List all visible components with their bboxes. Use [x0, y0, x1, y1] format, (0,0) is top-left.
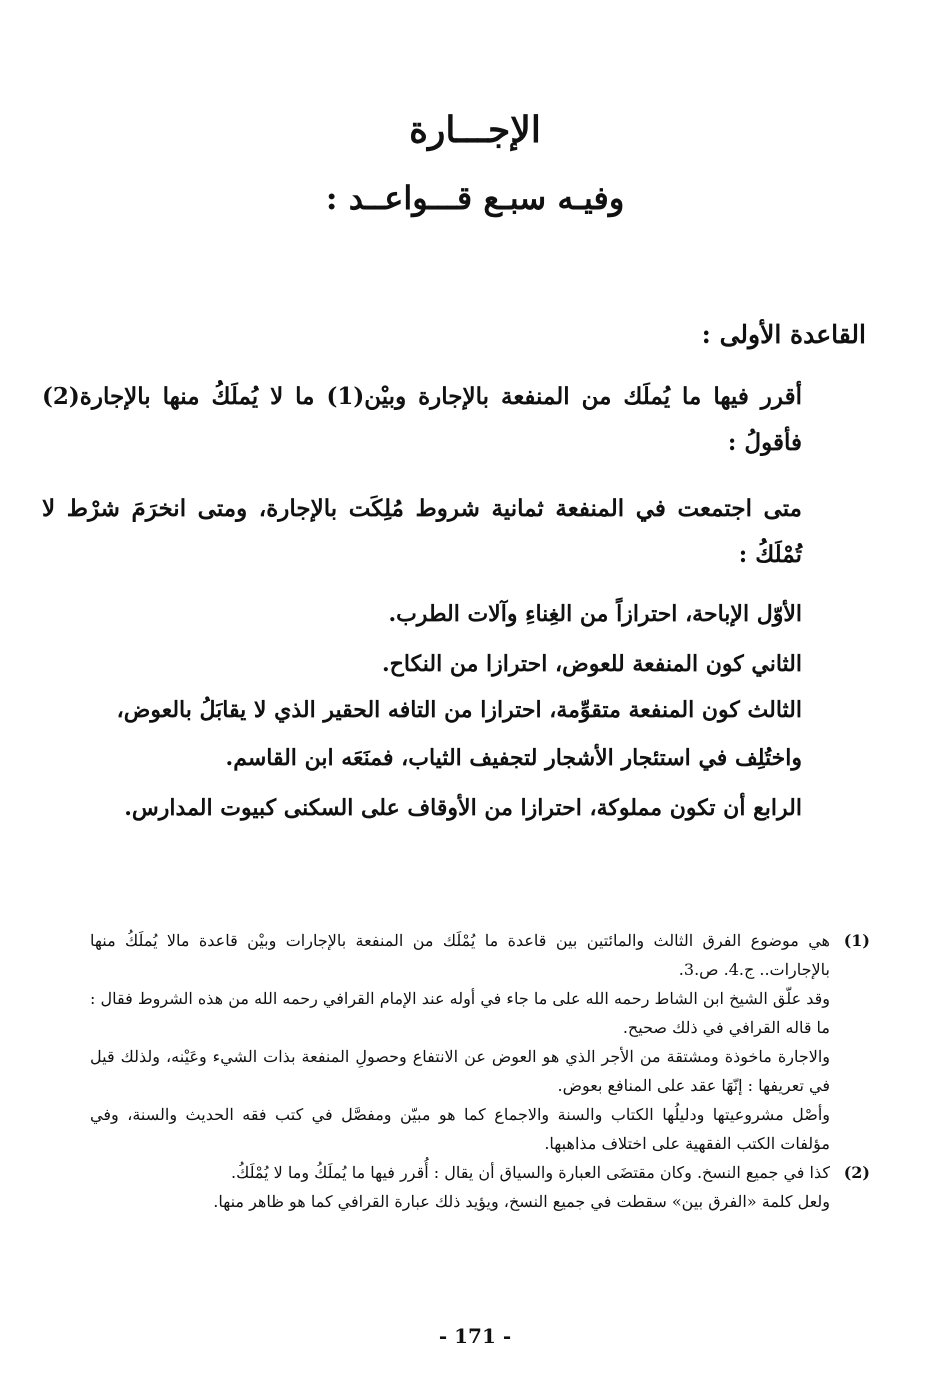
- footnote-2: [90, 1158, 870, 1216]
- condition-2: الثاني كون المنفعة للعوض، احترازا من النكاح.: [382, 651, 802, 677]
- statement-paragraph: متى اجتمعت في المنفعة ثمانية شروط مُلِكَت بالإجارة، ومتى انخرَمَ شرْط لا تُمْلَكُ :: [42, 495, 802, 568]
- footnote-line: وأصْل مشروعيتها ودليلُها الكتاب والسنة والاجماع كما هو مبيّن ومفصَّل في كتب فقه الحديث والسنة، وفي مؤلفات الكتب الفقهية على اختلاف مذاهبها.: [90, 1105, 830, 1153]
- footnote-line: وقد علّق الشيخ ابن الشاط رحمه الله على ما جاء في أوله عند الإمام القرافي رحمه الله من هذه الشروط فقال : ما قاله القرافي في ذلك صحيح.: [90, 989, 830, 1037]
- intro-paragraph: أقرر فيها ما يُملَك من المنفعة بالإجارة وبيْن(1) ما لا يُملَكُ منها بالإجارة(2) فأقولُ :: [42, 383, 802, 456]
- condition-1: الأوّل الإباحة، احترازاً من الغِناءِ وآلات الطرب.: [388, 601, 802, 627]
- footnote-1: [90, 926, 870, 1158]
- condition-3: الثالث كون المنفعة متقوِّمة، احترازا من التافه الحقير الذي لا يقابَلُ بالعوض، واختُلِف في استئجار الأشجار لتجفيف الثياب، فمنَعَه ابن القاسم.: [116, 697, 802, 771]
- footnote-number: (2): [843, 1163, 870, 1182]
- footnotes: [90, 926, 870, 1216]
- footnote-number: (1): [843, 931, 870, 950]
- footnote-body: [90, 1158, 830, 1216]
- footnote-line: والاجارة ماخوذة ومشتقة من الأجر الذي هو العوض عن الانتفاع وحصولِ المنفعة بذات الشيء وعَيْنه، ولذلك قيل في تعريفها : إنّهَا عقد على المنافع بعوض.: [90, 1047, 830, 1095]
- chapter-subtitle: وفيـه سبـع قـــواعــد :: [325, 179, 625, 217]
- chapter-title: الإجـــارة: [409, 109, 541, 151]
- footnote-body: [90, 926, 830, 1158]
- condition-4: الرابع أن تكون مملوكة، احترازا من الأوقاف على السكنى كبيوت المدارس.: [124, 795, 802, 821]
- rule-heading: القاعدة الأولى :: [701, 320, 866, 349]
- footnote-line: ولعل كلمة «الفرق بين» سقطت في جميع النسخ، ويؤيد ذلك عبارة القرافي كما هو ظاهر منها.: [213, 1192, 830, 1211]
- footnote-line: كذا في جميع النسخ. وكان مقتضَى العبارة والسياق أن يقال : أُقرر فيها ما يُملَكُ وما لا يُمْلَكُ.: [231, 1163, 830, 1182]
- page-number: - 171 -: [438, 1324, 512, 1348]
- footnote-line: هي موضوع الفرق الثالث والمائتين بين قاعدة ما يُمْلَك من المنفعة بالإجارات وبيْن قاعدة مالا يُملَكُ منها بالإجارات.. ج.4. ص.3.: [90, 931, 830, 979]
